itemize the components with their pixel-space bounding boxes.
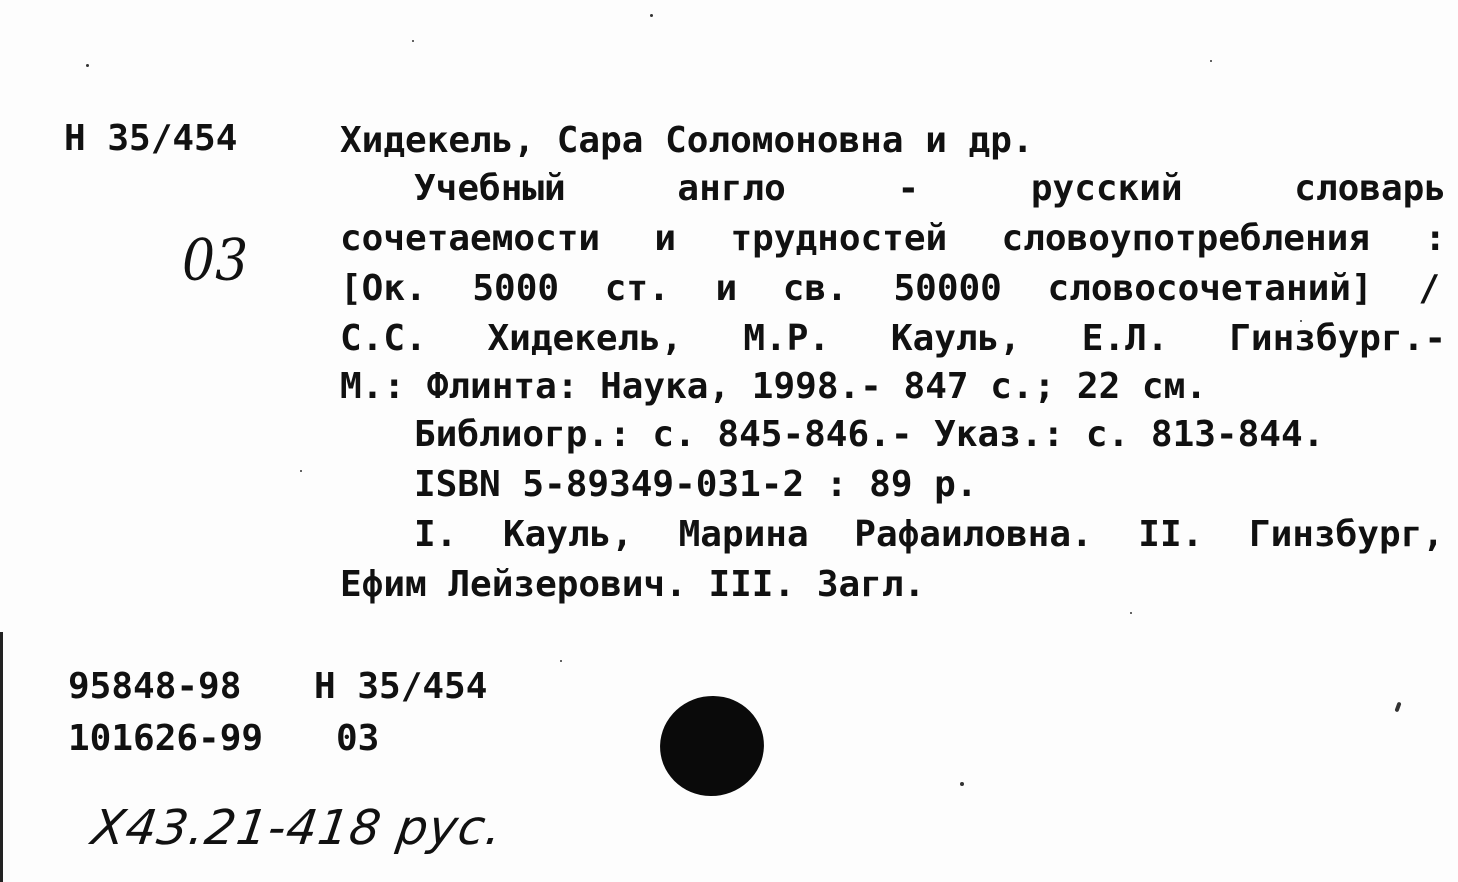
accession-code: 03 — [336, 718, 380, 759]
card-edge — [0, 632, 3, 882]
description-line: Хидекель, Сара Соломоновна и др. — [340, 120, 1034, 161]
scan-speck — [86, 64, 89, 67]
handwritten-code: 03 — [182, 228, 249, 294]
scan-speck — [412, 40, 414, 42]
scan-speck — [1130, 612, 1132, 614]
scan-speck — [1394, 702, 1401, 713]
description-line: сочетаемости и трудностей словоупотребления : — [340, 218, 1446, 259]
description-line: I. Кауль, Марина Рафаиловна. II. Гинзбург, — [414, 514, 1444, 555]
description-line: М.: Флинта: Наука, 1998.- 847 с.; 22 см. — [340, 366, 1207, 407]
handwritten-classification: Х43.21-418 рус. — [88, 800, 507, 856]
accession-number: 95848-98 — [68, 666, 242, 707]
scan-speck — [650, 14, 653, 17]
ink-blot — [652, 688, 772, 805]
accession-code: Н 35/454 — [314, 666, 488, 707]
description-line: Учебный англо - русский словарь — [414, 168, 1446, 209]
accession-number: 101626-99 — [68, 718, 264, 759]
description-line: ISBN 5-89349-031-2 : 89 р. — [414, 464, 978, 505]
scan-speck — [960, 782, 964, 786]
description-line: Ефим Лейзерович. III. Загл. — [340, 564, 926, 605]
scan-speck — [560, 660, 562, 662]
description-line: С.С. Хидекель, М.Р. Кауль, Е.Л. Гинзбург.- — [340, 318, 1446, 359]
shelfmark: Н 35/454 — [64, 118, 238, 159]
description-line: [Ок. 5000 ст. и св. 50000 словосочетаний] / — [340, 268, 1440, 309]
description-line: Библиогр.: с. 845-846.- Указ.: с. 813-844. — [414, 414, 1325, 455]
scan-speck — [1210, 60, 1212, 62]
scan-speck — [300, 470, 302, 472]
